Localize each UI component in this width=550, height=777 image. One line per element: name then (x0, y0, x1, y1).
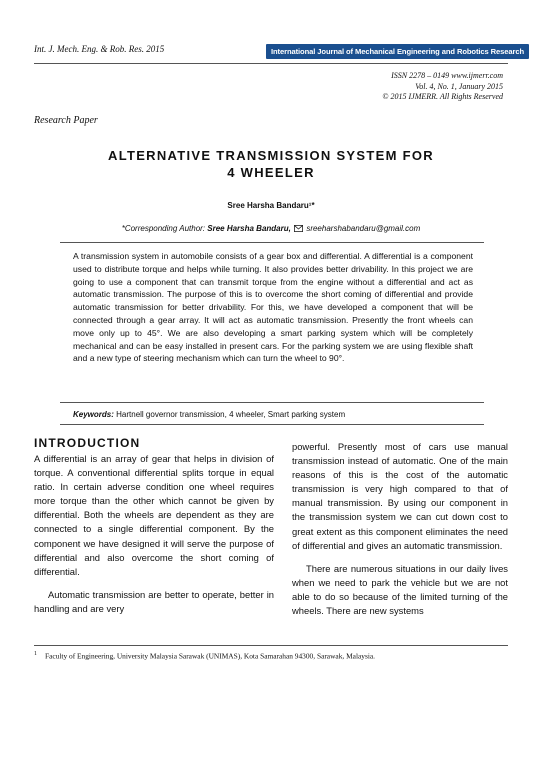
right-column (292, 436, 508, 618)
journal-logo (263, 41, 525, 61)
author-name: Sree Harsha Bandaru¹* (227, 201, 315, 210)
corresponding-email[interactable]: sreeharshabandaru@gmail.com (306, 224, 421, 233)
abstract-top-divider (60, 242, 484, 243)
keywords-label: Keywords: (73, 410, 114, 419)
copyright-line: © 2015 IJMERR. All Rights Reserved (382, 92, 503, 101)
intro-paragraph-3: powerful. Presently most of cars use manual transmission instead of automatic. One of the main reasons of this is the cost of the automatic transmission is very high compared to that of manual transmission. By using our component in the transmission system we can cut down cost to great extent as this component eliminates the need of differential and gives an automatic transmission. (292, 441, 508, 551)
title-line-1: ALTERNATIVE TRANSMISSION SYSTEM FOR (108, 148, 434, 163)
paper-title (34, 148, 508, 181)
footnote-text: Faculty of Engineering, University Malaysia Sarawak (UNIMAS), Kota Samarahan 94300, Sarawak, Malaysia. (45, 651, 376, 661)
corresponding-name: Sree Harsha Bandaru, (207, 224, 291, 233)
left-column (34, 436, 274, 616)
keywords-divider (60, 424, 484, 425)
intro-paragraph-1: A differential is an array of gear that helps in division of torque. A conventional differential splits torque in equal ratio. In certain adverse condition one wheel requires more torque than the other which cannot be given by differential. Both the wheels are dependent as they are connected to a single differential component. By the component we have designed it will serve the purpose of differential and also overcome the short coming of differential. (34, 453, 274, 577)
footnote-marker: 1 (34, 651, 37, 657)
intro-paragraph-2: Automatic transmission are better to operate, better in handling and are very (34, 588, 274, 614)
abstract-text: A transmission system in automobile consists of a gear box and differential. A differential is a component used to distribute torque and helps while turning. It also provides better drivability. In this project we are going to use a component that can transmit torque from the engine without a differential and act as automatic transmission. The purpose of this is to overcome the short coming of differential and provide automatic transmission for better drivability. For this, we have developed a component that will be connected through a gear array. It will act as automatic transmission. Presently the front wheels can move only up to 45°. We are also developing a smart parking system which will be completely mechanical and can be easy installed in present cars. For the parking system we are using flexible shaft and a new type of steering mechanism which can turn the wheel to 90°. (73, 251, 473, 364)
keywords (73, 410, 473, 419)
section-heading-introduction: INTRODUCTION (34, 436, 141, 450)
title-line-2: 4 WHEELER (227, 164, 315, 180)
volume-line: Vol. 4, No. 1, January 2015 (415, 81, 503, 91)
issn-block (382, 71, 503, 103)
issn-line: ISSN 2278 – 0149 www.ijmerr.com (391, 71, 503, 80)
abstract-bottom-divider (60, 402, 484, 403)
journal-short-title: Int. J. Mech. Eng. & Rob. Res. 2015 (34, 44, 165, 54)
footnote (34, 651, 508, 660)
intro-paragraph-4: There are numerous situations in our daily lives when we need to park the vehicle but we are not able to do so because of the limited turning of the wheels. There are new systems (292, 562, 508, 617)
envelope-icon (294, 225, 303, 232)
paper-type: Research Paper (34, 115, 98, 126)
corresponding-author (34, 224, 508, 233)
journal-full-title: International Journal of Mechanical Engineering and Robotics Research (266, 44, 529, 59)
footnote-divider (34, 645, 508, 646)
keywords-text: Hartnell governor transmission, 4 wheeler, Smart parking system (116, 410, 346, 419)
header-divider (34, 63, 508, 64)
corresponding-label: *Corresponding Author: (121, 224, 208, 233)
